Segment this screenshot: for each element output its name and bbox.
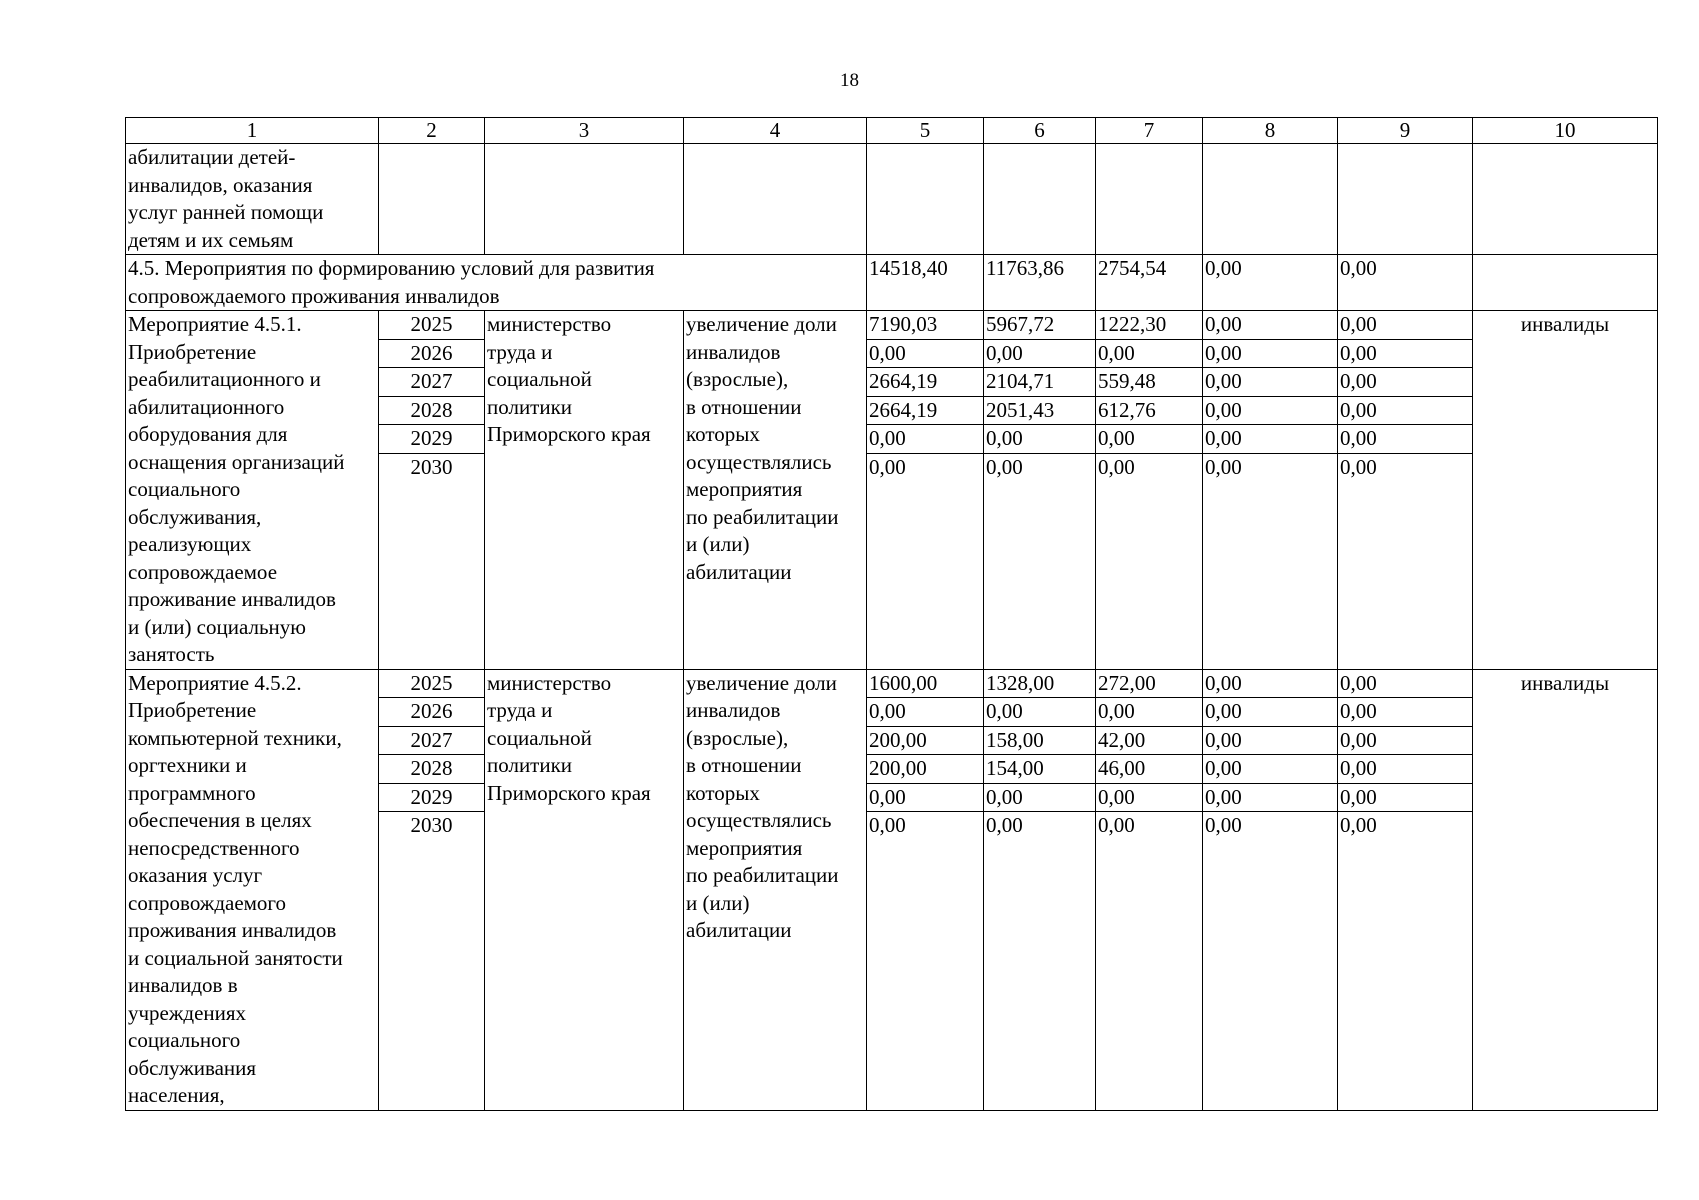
measure-row <box>126 669 1658 698</box>
empty-cell <box>485 144 684 255</box>
measure-executor: министерство труда и социальной политики Приморского края <box>485 669 684 1110</box>
section-value: 11763,86 <box>984 255 1096 311</box>
measure-year: 2029 <box>379 783 485 812</box>
measure-value: 0,00 <box>1203 783 1338 812</box>
measure-value: 0,00 <box>1338 453 1473 669</box>
measure-value: 2664,19 <box>867 396 984 425</box>
measure-indicator: увеличение доли инвалидов (взрослые), в отношении которых осуществлялись мероприятия по реабилитации и (или) абилитации <box>684 311 867 670</box>
measure-value: 0,00 <box>1203 396 1338 425</box>
measure-value: 0,00 <box>1338 783 1473 812</box>
measure-executor: министерство труда и социальной политики Приморского края <box>485 311 684 670</box>
measure-value: 200,00 <box>867 755 984 784</box>
measure-indicator: увеличение доли инвалидов (взрослые), в отношении которых осуществлялись мероприятия по реабилитации и (или) абилитации <box>684 669 867 1110</box>
measure-value: 0,00 <box>1338 812 1473 1111</box>
empty-cell <box>379 144 485 255</box>
measure-value: 0,00 <box>1338 368 1473 397</box>
measure-value: 0,00 <box>1096 339 1203 368</box>
measure-value: 1328,00 <box>984 669 1096 698</box>
measure-year: 2028 <box>379 396 485 425</box>
measure-value: 0,00 <box>1096 698 1203 727</box>
measure-value: 0,00 <box>1338 311 1473 340</box>
measure-name: Мероприятие 4.5.2. Приобретение компьютерной техники, оргтехники и программного обеспечения в целях непосредственного оказания услуг сопровождаемого проживания инвалидов и социальной занятости инвалидов в учреждениях социального обслуживания населения, <box>126 669 379 1110</box>
measure-value: 272,00 <box>1096 669 1203 698</box>
empty-cell <box>1096 144 1203 255</box>
measure-value: 0,00 <box>984 812 1096 1111</box>
measure-value: 0,00 <box>1203 453 1338 669</box>
measure-value: 0,00 <box>1203 669 1338 698</box>
empty-cell <box>867 144 984 255</box>
program-table <box>125 117 1658 1111</box>
measure-value: 0,00 <box>867 453 984 669</box>
measure-value: 7190,03 <box>867 311 984 340</box>
measure-value: 0,00 <box>1338 425 1473 454</box>
empty-cell <box>684 144 867 255</box>
measure-value: 0,00 <box>867 812 984 1111</box>
measure-row <box>126 311 1658 340</box>
measure-value: 0,00 <box>1203 339 1338 368</box>
measure-value: 0,00 <box>867 698 984 727</box>
measure-value: 0,00 <box>867 339 984 368</box>
header-cell: 4 <box>684 118 867 144</box>
measure-year: 2030 <box>379 453 485 669</box>
empty-cell <box>984 144 1096 255</box>
measure-value: 0,00 <box>984 453 1096 669</box>
measure-value: 158,00 <box>984 726 1096 755</box>
measure-value: 0,00 <box>1203 425 1338 454</box>
header-cell: 2 <box>379 118 485 144</box>
measure-year: 2028 <box>379 755 485 784</box>
measure-value: 0,00 <box>1203 698 1338 727</box>
header-cell: 6 <box>984 118 1096 144</box>
header-cell: 1 <box>126 118 379 144</box>
measure-value: 559,48 <box>1096 368 1203 397</box>
header-cell: 9 <box>1338 118 1473 144</box>
measure-value: 2051,43 <box>984 396 1096 425</box>
measure-value: 0,00 <box>1096 425 1203 454</box>
measure-value: 612,76 <box>1096 396 1203 425</box>
header-cell: 8 <box>1203 118 1338 144</box>
header-cell: 5 <box>867 118 984 144</box>
measure-target-group: инвалиды <box>1473 669 1658 1110</box>
measure-year: 2030 <box>379 812 485 1111</box>
measure-value: 0,00 <box>1338 669 1473 698</box>
measure-value: 0,00 <box>867 425 984 454</box>
section-value: 0,00 <box>1338 255 1473 311</box>
measure-value: 0,00 <box>1203 311 1338 340</box>
measure-value: 0,00 <box>984 698 1096 727</box>
table-body <box>126 118 1658 1111</box>
measure-year: 2027 <box>379 368 485 397</box>
measure-value: 0,00 <box>1096 812 1203 1111</box>
measure-value: 1600,00 <box>867 669 984 698</box>
continuation-row <box>126 144 1658 255</box>
measure-value: 42,00 <box>1096 726 1203 755</box>
measure-target-group: инвалиды <box>1473 311 1658 670</box>
header-cell: 7 <box>1096 118 1203 144</box>
empty-cell <box>1473 255 1658 311</box>
measure-value: 0,00 <box>984 783 1096 812</box>
measure-value: 0,00 <box>1203 726 1338 755</box>
measure-value: 0,00 <box>1338 698 1473 727</box>
section-value: 14518,40 <box>867 255 984 311</box>
section-row <box>126 255 1658 311</box>
measure-year: 2026 <box>379 698 485 727</box>
header-row <box>126 118 1658 144</box>
measure-value: 0,00 <box>1203 812 1338 1111</box>
measure-value: 1222,30 <box>1096 311 1203 340</box>
header-cell: 3 <box>485 118 684 144</box>
measure-value: 5967,72 <box>984 311 1096 340</box>
page-number: 18 <box>840 70 859 91</box>
measure-value: 2104,71 <box>984 368 1096 397</box>
measure-value: 0,00 <box>1096 453 1203 669</box>
measure-value: 154,00 <box>984 755 1096 784</box>
measure-value: 0,00 <box>984 339 1096 368</box>
measure-value: 0,00 <box>1338 396 1473 425</box>
measure-value: 200,00 <box>867 726 984 755</box>
measure-year: 2029 <box>379 425 485 454</box>
measure-value: 0,00 <box>1338 339 1473 368</box>
section-value: 2754,54 <box>1096 255 1203 311</box>
measure-value: 0,00 <box>1203 755 1338 784</box>
measure-value: 0,00 <box>1338 755 1473 784</box>
measure-value: 0,00 <box>867 783 984 812</box>
measure-value: 0,00 <box>984 425 1096 454</box>
measure-year: 2026 <box>379 339 485 368</box>
measure-value: 2664,19 <box>867 368 984 397</box>
measure-name: Мероприятие 4.5.1. Приобретение реабилитационного и абилитационного оборудования для оснащения организаций социального обслуживания, реализующих сопровождаемое проживание инвалидов и (или) социальную занятость <box>126 311 379 670</box>
empty-cell <box>1338 144 1473 255</box>
measure-year: 2027 <box>379 726 485 755</box>
continuation-text: абилитации детей- инвалидов, оказания услуг ранней помощи детям и их семьям <box>126 144 379 255</box>
header-cell: 10 <box>1473 118 1658 144</box>
measure-value: 0,00 <box>1096 783 1203 812</box>
section-title: 4.5. Мероприятия по формированию условий для развития сопровождаемого проживания инвалидов <box>126 255 867 311</box>
section-value: 0,00 <box>1203 255 1338 311</box>
measure-year: 2025 <box>379 669 485 698</box>
measure-value: 0,00 <box>1338 726 1473 755</box>
empty-cell <box>1203 144 1338 255</box>
measure-year: 2025 <box>379 311 485 340</box>
empty-cell <box>1473 144 1658 255</box>
measure-value: 0,00 <box>1203 368 1338 397</box>
measure-value: 46,00 <box>1096 755 1203 784</box>
